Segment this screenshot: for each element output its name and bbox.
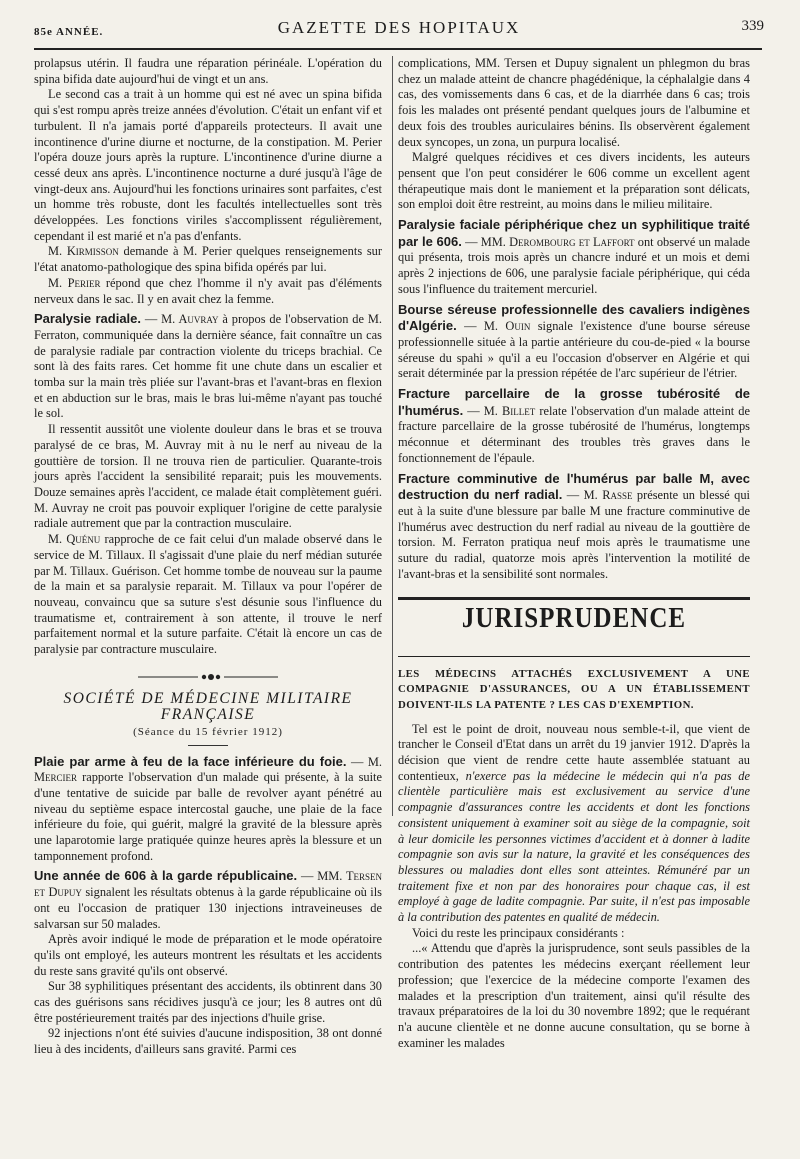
paragraph: ...« Attendu que d'après la jurisprudence, sont seuls passibles de la contribution des patentes les médecins exerçant réellement leur profession; que l'exercice de la médecine comporte l'examen des malades et la prescription d'un traitement, ainsi qu'il résulte des travaux préparatoires de la loi du 30 novembre 1892; que le requérant n'a aucune clientèle et ne donne aucune consultation, qu se borne à examiner les malades bbox=[398, 941, 750, 1050]
section-paragraph: Fracture parcellaire de la grosse tubérosité de l'humérus. — M. Billet relate l'observation d'un malade atteint de fracture parcellaire de la grosse tubérosité de l'humérus, longtemps méconnue et déterminant des troubles très graves dans le fonctionnement de l'épaule. bbox=[398, 386, 750, 465]
ornament-divider bbox=[34, 670, 382, 686]
paragraph: Malgré quelques récidives et ces divers incidents, les auteurs pensent que l'on peut considérer le 606 comme un excellent agent thérapeutique mais dont le maniement et la préparation sont délicats, son emploi doit être restreint, au moins dans le milieu militaire. bbox=[398, 150, 750, 212]
author-name: M. Mercier bbox=[34, 754, 382, 785]
paragraph-text: répond que chez l'homme il n'y avait pas d'éléments nerveux dans le sac. Il y en avait chez la femme. bbox=[34, 275, 382, 306]
section-heading: Fracture comminutive de l'humérus par balle M, avec destruction du nerf radial. bbox=[398, 470, 750, 503]
paragraph: 92 injections n'ont été suivies d'aucune indisposition, 38 ont donné lieu à des incidents, d'ailleurs sans gravité. Parmi ces bbox=[34, 1026, 382, 1057]
paragraph-text: rapproche de ce fait celui d'un malade observé dans le service de M. Tillaux. Il s'agissait d'une plaie du nerf médian suturée par M. Tillaux. Guérison. Cet homme tombe de nouveau sur la paume de la main et sa paralysie reparait. M. Tillaux va pour l'opérer de nouveau, convaincu que sa suture s'est désunie sous l'influence du traumatisme et, contrairement à son attente, il trouve le nerf parfaitement normal et la suture parfaite. C'était là encore un cas de paralysie par contracture musculaire. bbox=[34, 532, 382, 657]
paragraph bbox=[34, 532, 382, 658]
section-paragraph: Paralysie radiale. — M. Auvray à propos de l'observation de M. Ferraton, communiquée dans la dernière séance, fait connaître un cas de paralysie radiale par contraction violente du triceps brachial. Ce sont là des faits rares. Cet homme fit une chute dans un escalier et tomba sur la main très pliée sur l'avant-bras et l'avant-bras en flexion et en abduction sur le bras, mais le bras lui-même n'ayant pas touché le sol. bbox=[34, 311, 382, 421]
paragraph-text: relate l'observation d'un malade atteint de fracture parcellaire de la grosse tubérosité de l'humérus, longtemps méconnue et déterminant des troubles très graves dans le fonctionnement de l'épaule. bbox=[398, 403, 750, 465]
paragraph bbox=[34, 276, 382, 307]
short-rule bbox=[188, 745, 228, 746]
paragraph: Il ressentit aussitôt une violente douleur dans le bras et se trouva paralysé de ce bras, M. Auvray mit à nu le nerf au niveau de la gouttière de torsion. Il ne trouva rien de particulier. Quarante-trois jours après l'accident la sensibilité reparait; puis les mouvements. Douze semaines après l'accident, ce malade était complètement guéri. M. Auvray ne croit pas pouvoir expliquer l'origine de cette paralysie radiale autrement que par la contraction musculaire. bbox=[34, 422, 382, 531]
section-paragraph: Paralysie faciale périphérique chez un syphilitique traité par le 606. — MM. Derombourg et Laffort ont observé un malade qui présenta, trois mois après un chancre induré et un mois et demi après 2 injections de 606, une paralysie faciale périphérique, qui céda sous l'influence du traitement mercuriel. bbox=[398, 217, 750, 296]
header-rule bbox=[34, 48, 762, 50]
author-name: M. Quénu bbox=[48, 532, 101, 547]
author-name: M. Billet bbox=[483, 403, 536, 418]
section-paragraph: Une année de 606 à la garde républicaine. — MM. Tersen et Dupuy signalent les résultats obtenus à la garde républicaine où ils ont eu l'occasion de pratiquer 130 injections intraveineuses de salvarsan sur 50 malades. bbox=[34, 868, 383, 931]
column-divider bbox=[392, 56, 393, 816]
article-heading: LES MÉDECINS ATTACHÉS EXCLUSIVEMENT A UNE COMPAGNIE D'ASSURANCES, OU A UN ÉTABLISSEMENT DOIVENT-ILS LA PATENTE ? LES CAS D'EXEMPTION. bbox=[398, 667, 750, 711]
section-heading: Paralysie radiale. bbox=[34, 311, 142, 327]
section-heading: Paralysie faciale périphérique chez un syphilitique traité par le 606. bbox=[398, 217, 750, 249]
section-paragraph: Plaie par arme à feu de la face inférieure du foie. — M. Mercier rapporte l'observation d'un malade qui présente, à la suite d'une tentative de suicide par balle de revolver ayant pénétré au niveau du septième espace intercostal gauche, une plaie de la face inférieure du foie, qui guérit, malgré la gravité de la blessure après une laparotomie large pratiquée quinze heures après la blessure et un tamponnement profond. bbox=[34, 753, 382, 863]
paragraph: complications, MM. Tersen et Dupuy signalent un phlegmon du bras chez un malade atteint de chancre phagédénique, la céphalalgie dans 4 cas, des vomissements dans 6 cas, et de la diarrhée dans 6 cas; trois fois les malades ont présenté pendant quelques jours de l'albumine et deux fois des troubles auriculaires bénins. Ils observèrent également deux syncopes, un zona, un purpura localisé. bbox=[398, 56, 750, 149]
paragraph-text: signale l'existence d'une bourse séreuse professionnelle située à la partie antérieure du cou-de-pied « la bourse séreuse du spahi » qu'il a eu l'occasion d'observer en Algérie et qui serait déterminée par la pression répétée de l'arc supérieur de l'étrier. bbox=[398, 319, 750, 381]
banner-rule-top bbox=[398, 597, 750, 600]
author-name: MM. Tersen et Dupuy bbox=[34, 869, 383, 900]
paragraph-text: à propos de l'observation de M. Ferraton, communiquée dans la dernière séance, fait connaître un cas de paralysie radiale par contraction violente du triceps brachial. Ce sont là des faits rares. Cet homme fit une chute dans un escalier et tomba sur la main très pliée sur l'avant-bras et l'avant-bras en flexion et en abduction sur le bras, mais le bras lui-même n'ayant pas touché le sol. bbox=[34, 312, 382, 421]
paragraph-text: présente un blessé qui eut à la suite d'une blessure par balle M une fracture comminutive de l'humérus avec destruction du nerf radial au niveau de la gouttière de torsion. M. Ferraton pratiqua neuf mois après le traumatisme une suture du radial, quatorze mois après l'intervention la motilité de l'avant-bras et la sensibilité sont normales. bbox=[398, 488, 750, 581]
paragraph: Sur 38 syphilitiques présentant des accidents, ils obtinrent dans 30 cas des guérisons sans récidives jusqu'à ce jour; les 8 autres ont dû être postérieurement traités par des injections d'huile grise. bbox=[34, 979, 382, 1025]
paragraph-text: ont observé un malade qui présenta, trois mois après un chancre induré et un mois et demi après 2 injections de 606, une paralysie faciale périphérique, qui céda sous l'influence du traitement mercuriel. bbox=[398, 234, 750, 296]
paragraph-text: demande à M. Perier quelques renseignements sur l'état anatomo-pathologique des spina bifida opérés par lui. bbox=[34, 244, 382, 275]
author-name: M. Kirmisson bbox=[48, 244, 119, 259]
session-date: (Séance du 15 février 1912) bbox=[133, 725, 283, 738]
author-name: M. Rasse bbox=[583, 488, 633, 503]
paragraph: Après avoir indiqué le mode de préparation et le mode opératoire qu'ils ont employé, les auteurs montrent les résultats et les accidents du reste sans gravité qu'ils ont observé. bbox=[34, 932, 382, 978]
paragraph bbox=[398, 722, 750, 926]
banner-rule-bottom bbox=[398, 656, 750, 657]
paragraph bbox=[34, 244, 382, 275]
quoted-decision: n'exerce pas la médecine le médecin qui n'a pas de clientèle particulière mais est exclusivement au service d'une compagnie d'assurances contre les accidents et dont les fonctions consistent uniquement à examiner soit au siège de la compagnie, soit à leur domicile les personnes victimes d'accident et à donner à ladite compagnie son avis sur la nature, la gravité et les conséquences des blessures ou maladies dont elles sont atteintes. Rémunéré par un traitement fixe et non par des honoraires pour chaque cas, il est employé à gage de ladite compagnie. Par suite, il n'est pas imposable à la contribution des patentes en qualité de médecin. bbox=[398, 768, 750, 925]
issue-number: 85e ANNÉE. bbox=[34, 26, 104, 38]
paragraph: Voici du reste les principaux considérants : bbox=[412, 925, 625, 940]
paragraph: prolapsus utérin. Il faudra une réparation périnéale. L'opération du spina bifida date aujourd'hui de vingt et un ans. bbox=[34, 56, 382, 86]
author-name: M. Ouin bbox=[483, 319, 531, 334]
section-paragraph: Fracture comminutive de l'humérus par balle M, avec destruction du nerf radial. — M. Rasse présente un blessé qui eut à la suite d'une blessure par balle M une fracture comminutive de l'humérus avec destruction du nerf radial au niveau de la gouttière de torsion. M. Ferraton pratiqua neuf mois après le traumatisme une suture du radial, quatorze mois après l'intervention la motilité de l'avant-bras et la sensibilité sont normales. bbox=[398, 470, 750, 581]
section-heading: Une année de 606 à la garde républicaine. bbox=[34, 868, 298, 884]
right-column bbox=[398, 56, 750, 1051]
paragraph-text: signalent les résultats obtenus à la garde républicaine où ils ont eu l'occasion de pratiquer 130 injections intraveineuses de salvarsan sur 50 malades. bbox=[34, 885, 383, 931]
section-title: JURISPRUDENCE bbox=[461, 602, 687, 634]
section-heading: Fracture parcellaire de la grosse tubérosité de l'humérus. bbox=[398, 386, 750, 418]
journal-title: GAZETTE DES HOPITAUX bbox=[277, 18, 521, 37]
page-number: 339 bbox=[741, 18, 764, 34]
paragraph-text: Tel est le point de droit, nouveau nous semble-t-il, que vient de trancher le Conseil d'Etat dans un arrêt du 19 janvier 1912. D'après la décision que vient de rendre cette haute assemblée statuant au contentieux, bbox=[398, 721, 750, 783]
section-heading: Bourse séreuse professionnelle des cavaliers indigènes d'Algérie. bbox=[398, 301, 750, 334]
paragraph-text: rapporte l'observation d'un malade qui présente, à la suite d'une tentative de suicide par balle de revolver ayant pénétré au niveau du septième espace intercostal gauche, une plaie de la face inférieure du foie, qui guérit, malgré la gravité de la blessure après une laparotomie large pratiquée quinze heures après la blessure et un tamponnement profond. bbox=[34, 770, 382, 863]
society-title: SOCIÉTÉ DE MÉDECINE MILITAIRE FRANÇAISE bbox=[63, 690, 353, 724]
left-column bbox=[34, 56, 382, 1058]
page-header bbox=[34, 18, 764, 46]
section-heading: Plaie par arme à feu de la face inférieure du foie. bbox=[34, 753, 347, 769]
author-name: MM. Derombourg et Laffort bbox=[480, 234, 635, 249]
section-paragraph: Bourse séreuse professionnelle des cavaliers indigènes d'Algérie. — M. Ouin signale l'existence d'une bourse séreuse professionnelle située à la partie antérieure du cou-de-pied « la bourse séreuse du spahi » qu'il a eu l'occasion d'observer en Algérie et qui serait déterminée par la pression répétée de l'arc supérieur de l'étrier. bbox=[398, 301, 750, 381]
author-name: M. Auvray bbox=[161, 312, 219, 327]
jurisprudence-banner bbox=[398, 597, 750, 657]
author-name: M. Perier bbox=[48, 275, 101, 290]
paragraph: Le second cas a trait à un homme qui est né avec un spina bifida qui s'est rompu après treize années d'évolution. C'était un enfant vif et turbulent. Il n'a jamais porté d'appareils protecteurs. Il avait une incontinence d'urine diurne et nocturne, de la constipation. M. Perier l'opéra douze jours après la rupture. L'incontinence d'urine diurne a cessé deux ans après. L'incontinence nocturne a duré jusqu'à l'âge de vingt-deux ans. Aujourd'hui les fonctions urinaires sont parfaites, c'est un homme très robuste, dont les facultés intellectuelles sont très développées. Les fonctions viriles s'accomplissent régulièrement, cependant il est marié et n'a pas d'enfants. bbox=[34, 87, 382, 243]
